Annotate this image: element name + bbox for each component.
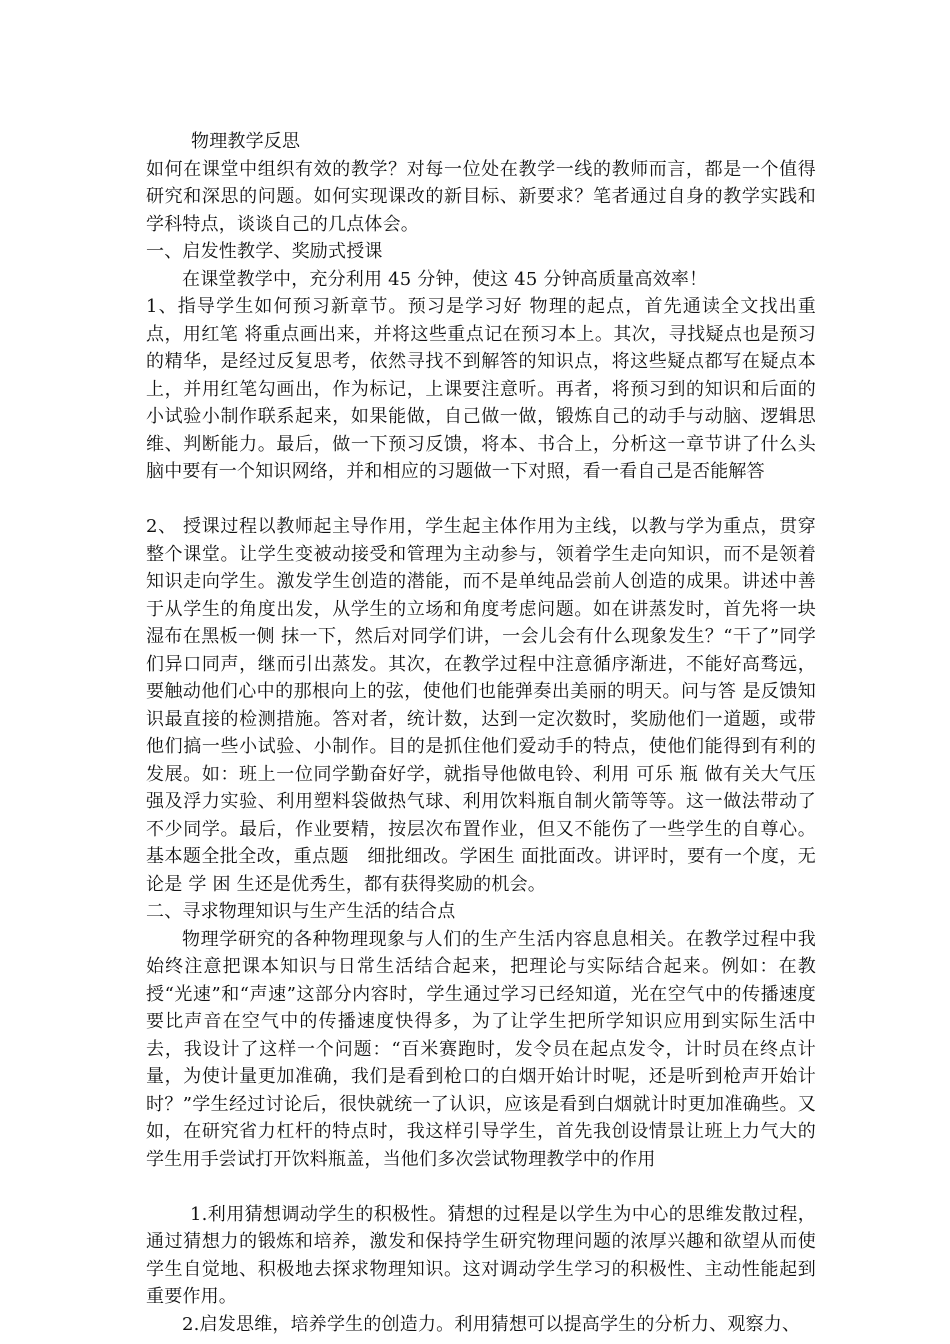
intro-paragraph: 如何在课堂中组织有效的教学？对每一位处在教学一线的教师而言，都是一个值得研究和深思的问题。如何实现课改的新目标、新要求？笔者通过自身的教学实践和学科特点，谈谈自己的几点体会。 bbox=[146, 158, 816, 235]
document-title: 物理教学反思 bbox=[191, 131, 301, 152]
paragraph-spacer bbox=[146, 1173, 816, 1201]
paragraph-guessing-motivation: 1.利用猜想调动学生的积极性。猜想的过程是以学生为中心的思维发散过程，通过猜想力的锻炼和培养，激发和保持学生研究物理问题的浓厚兴趣和欲望从而使学生自觉地、积极地去探求物理知识。这对调动学生学习的积极性、主动性能起到重要作用。 bbox=[146, 1203, 816, 1307]
section-heading-1: 一、启发性教学、奖励式授课 bbox=[146, 241, 383, 262]
paragraph-life-connection: 物理学研究的各种物理现象与人们的生产生活内容息息相关。在教学过程中我始终注意把课本知识与日常生活结合起来，把理论与实际结合起来。例如：在教授“光速”和“声速”这部分内容时，学生通过学习已经知道，光在空气中的传播速度要比声音在空气中的传播速度快得多，为了让学生把所学知识应用到实际生活中去，我设计了这样一个问题：“百米赛跑时，发令员在起点发令，计时员在终点计量，为使计量更加准确，我们是看到枪口的白烟开始计时呢，还是听到枪声开始计时？”学生经过讨论后，很快就统一了认识，应该是看到白烟就计时更加准确些。又如，在研究省力杠杆的特点时，我这样引导学生，首先我创设情景让班上力气大的学生用手尝试打开饮料瓶盖，当他们多次尝试物理教学中的作用 bbox=[146, 928, 816, 1170]
section-heading-2: 二、寻求物理知识与生产生活的结合点 bbox=[146, 901, 456, 922]
paragraph-classroom-time: 在课堂教学中，充分利用 45 分钟，使这 45 分钟高质量高效率！ bbox=[182, 268, 708, 290]
paragraph-creativity: 2.启发思维，培养学生的创造力。利用猜想可以提高学生的分析力、观察力、 bbox=[182, 1313, 801, 1335]
document-body bbox=[146, 128, 816, 1338]
paragraph-teaching-process: 2、 授课过程以教师起主导作用，学生起主体作用为主线，以教与学为重点，贯穿整个课堂。让学生变被动接受和管理为主动参与，领着学生走向知识，而不是领着知识走向学生。激发学生创造的潜能，而不是单纯品尝前人创造的成果。讲述中善于从学生的角度出发，从学生的立场和角度考虑问题。如在讲蒸发时，首先将一块湿布在黑板一侧 抹一下，然后对同学们讲，一会儿会有什么现象发生？“干了”同学们异口同声，继而引出蒸发。其次，在教学过程中注意循序渐进，不能好高骛远，要触动他们心中的那根向上的弦，使他们也能弹奏出美丽的明天。问与答 是反馈知识最直接的检测措施。答对者，统计数，达到一定次数时，奖励他们一道题，或带他们搞一些小试验、小制作。目的是抓住他们爱动手的特点，使他们能得到有利的发展。如：班上一位同学勤奋好学，就指导他做电铃、利用 可乐 瓶 做有关大气压强及浮力实验、利用塑料袋做热气球、利用饮料瓶自制火箭等等。这一做法带动了不少同学。最后，作业要精，按层次布置作业，但又不能伤了一些学生的自尊心。基本题全批全改，重点题 细批细改。学困生 面批面改。讲评时，要有一个度，无论是 学 困 生还是优秀生，都有获得奖励的机会。 bbox=[146, 516, 816, 895]
paragraph-preview-guidance: 1、指导学生如何预习新章节。预习是学习好 物理的起点，首先通读全文找出重点，用红笔 将重点画出来，并将这些重点记在预习本上。其次，寻找疑点也是预习的精华，是经过反复思考，依然寻找不到解答的知识点，将这些疑点都写在疑点本上，并用红笔勾画出，作为标记，上课要注意听。再者，将预习到的知识和后面的小试验小制作联系起来，如果能做，自己做一做，锻炼自己的动手与动脑、逻辑思维、判断能力。最后，做一下预习反馈，将本、书合上，分析这一章节讲了什么头脑中要有一个知识网络，并和相应的习题做一下对照，看一看自己是否能解答 bbox=[146, 296, 816, 482]
paragraph-spacer bbox=[146, 486, 816, 514]
